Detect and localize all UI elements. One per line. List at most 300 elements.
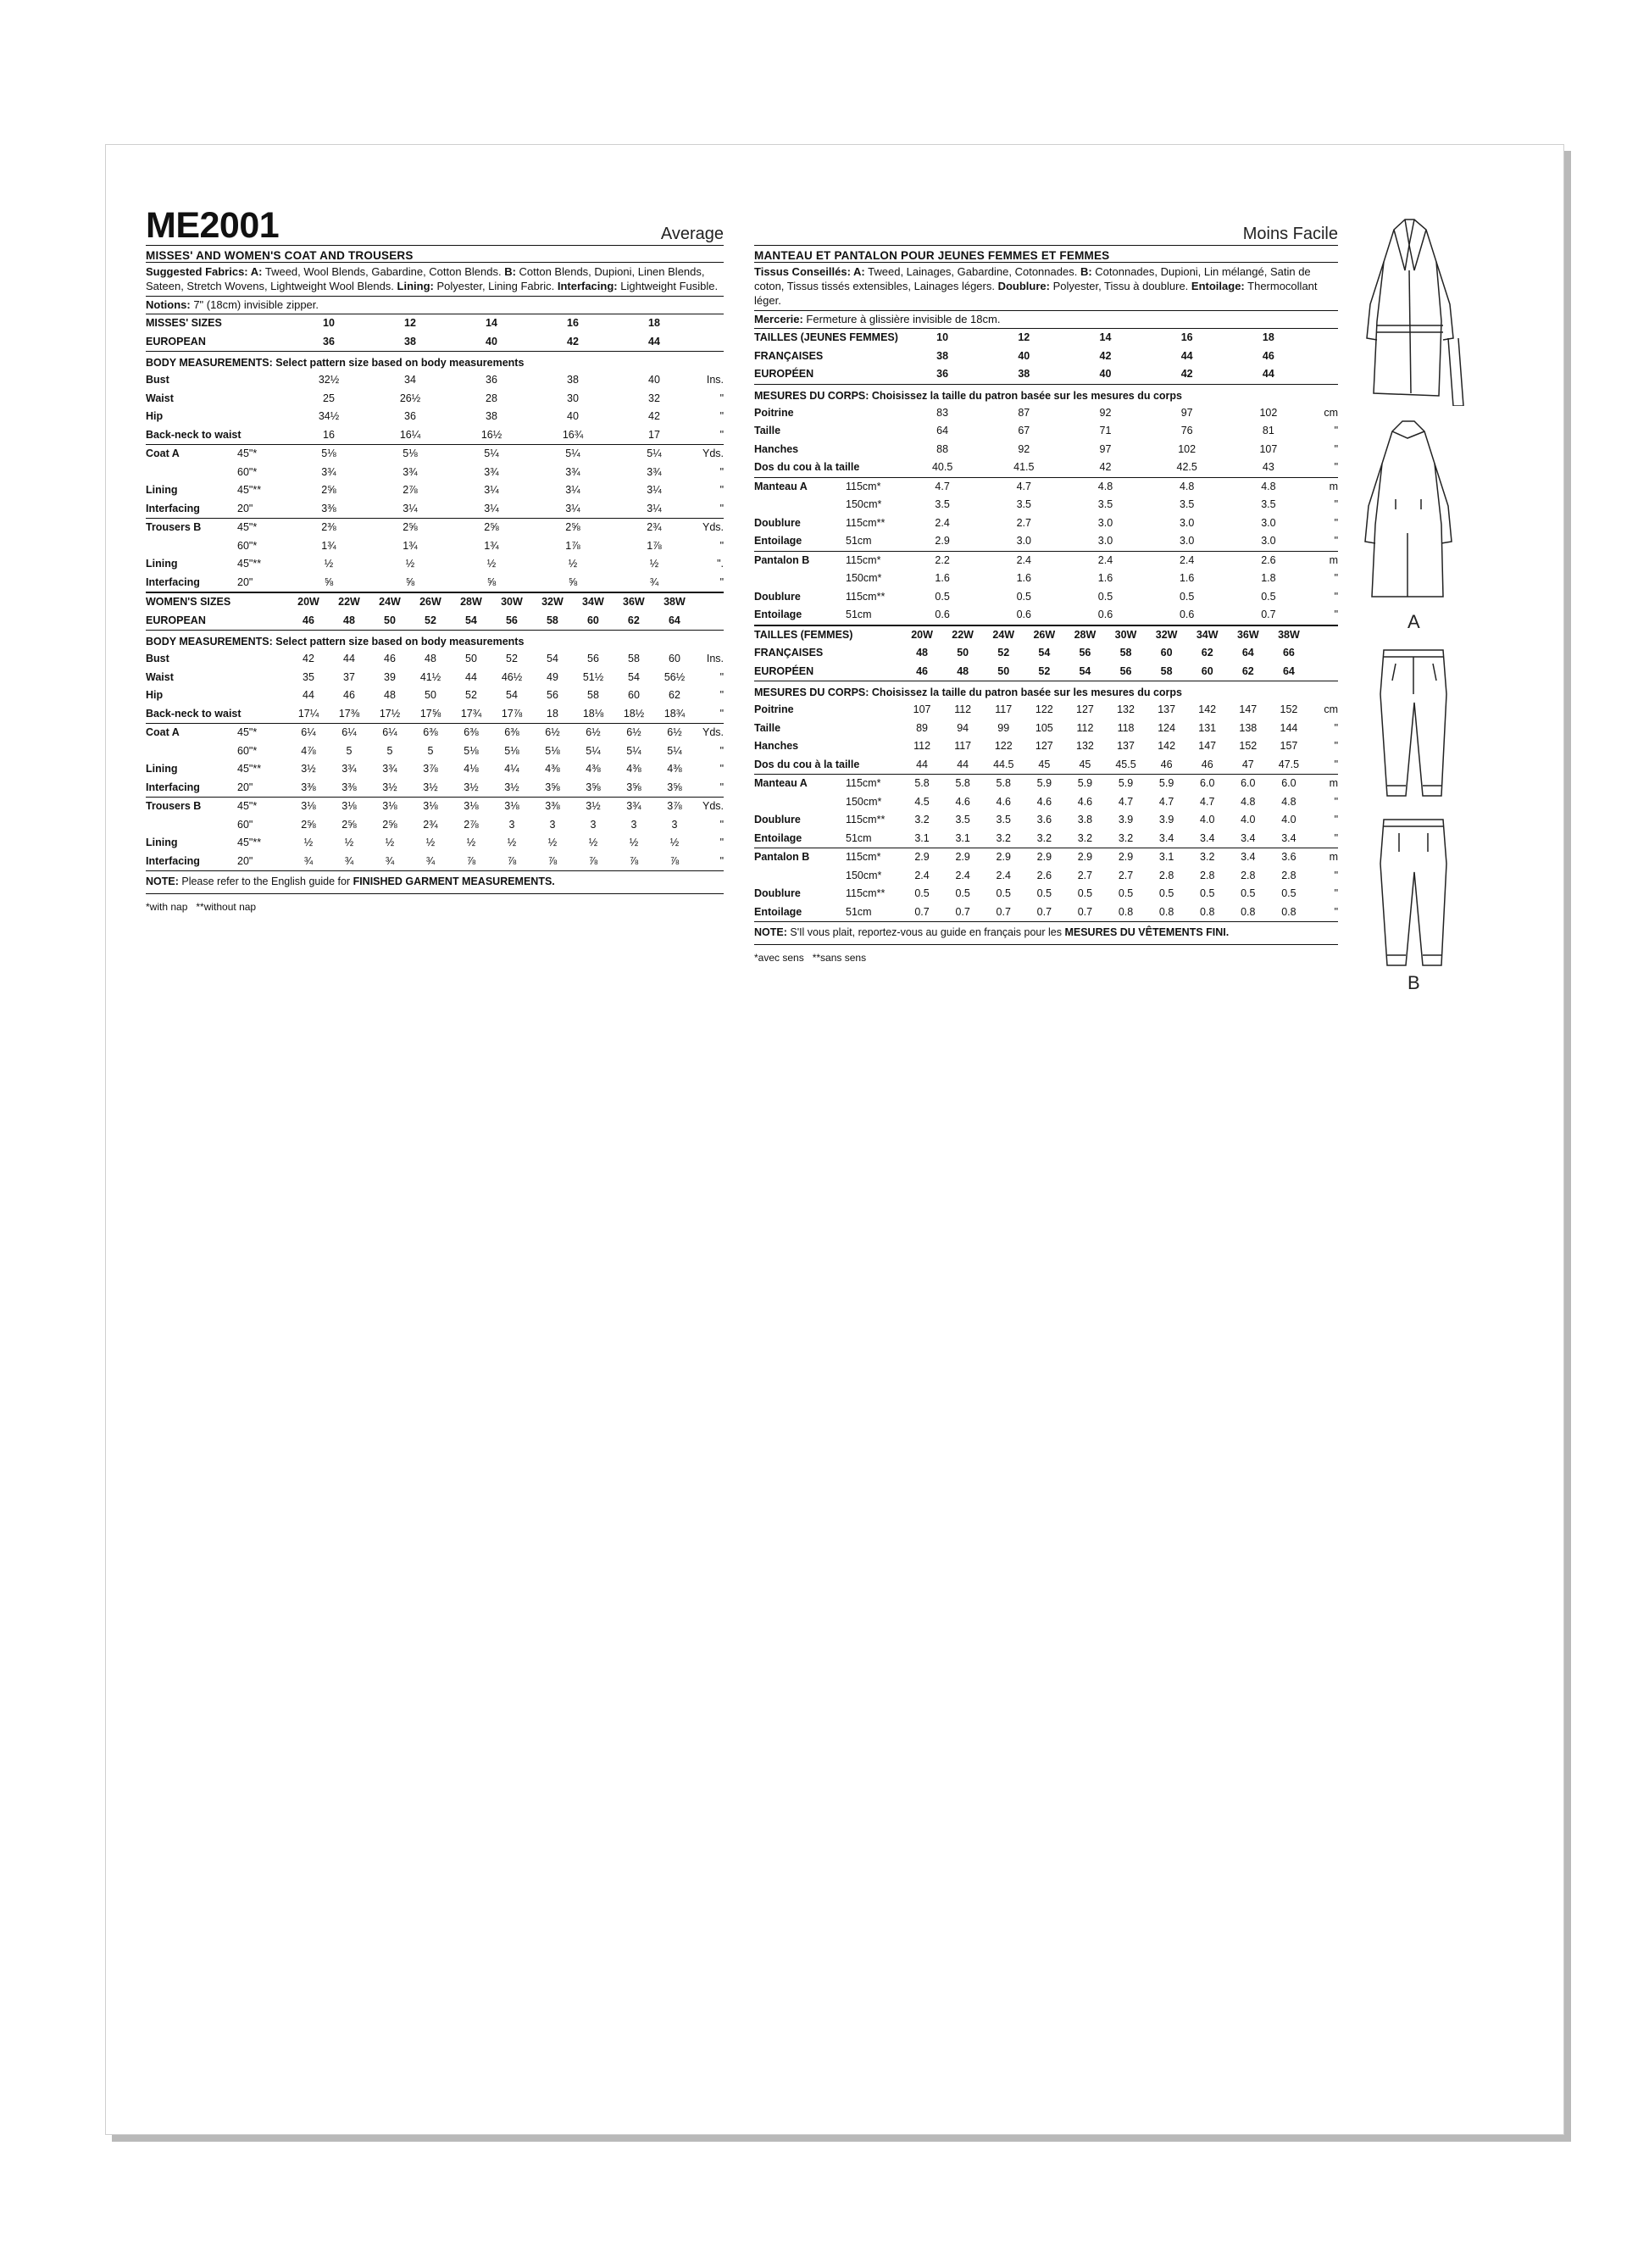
size-cell: 34W (582, 596, 604, 608)
unit-cell (1309, 626, 1338, 645)
size-cell: 60 (586, 614, 599, 626)
yardage-value: 0.8 (1200, 905, 1215, 918)
unit-label: " (719, 689, 724, 701)
measurement-value: 18⅛ (582, 707, 604, 720)
yardage-value: 3⅞ (423, 763, 438, 775)
measurement-value: 76 (1180, 425, 1193, 436)
notions-fr (754, 311, 1338, 329)
yardage-value: 3¾ (614, 798, 654, 816)
measurement-row (754, 756, 1338, 775)
yardage-value: 6¼ (288, 724, 329, 742)
measurement-value: 46½ (501, 670, 523, 683)
unit-label: " (1334, 590, 1338, 603)
yardage-value: 6½ (654, 724, 695, 742)
garment-label: Doublure (754, 590, 801, 603)
size-header (146, 593, 724, 631)
measurement-row (146, 705, 724, 724)
measurement-value: 64 (936, 425, 949, 436)
measurement-value: 52 (506, 653, 518, 664)
yardage-value: 2.9 (983, 848, 1024, 867)
yardage-value: 3¾ (321, 465, 336, 478)
unit-label: " (1334, 869, 1338, 881)
measurement-value: 56 (547, 689, 558, 701)
yardage-value: 3⅜ (301, 781, 316, 793)
yardage-value: 4.8 (1064, 477, 1146, 496)
unit-label: " (719, 428, 724, 441)
yardage-value: ½ (669, 837, 680, 848)
unit-label: " (719, 410, 724, 422)
yardage-value: 3.1 (914, 831, 930, 844)
fabric-width: 20" (237, 502, 253, 514)
yardage-value: 5.8 (902, 775, 942, 793)
size-cell: 60 (1160, 647, 1173, 659)
size-cell: 64 (1282, 664, 1295, 677)
measurement-value: 107 (1259, 442, 1278, 455)
garment-label: Entoilage (754, 905, 802, 918)
unit-cell (695, 333, 724, 352)
european-size-row-label: EUROPEAN (146, 335, 206, 347)
yardage-row (146, 798, 724, 816)
measurement-label: Poitrine (754, 406, 794, 419)
garment-label (146, 537, 237, 556)
size-cell: 10 (936, 331, 949, 343)
measurement-value: 99 (997, 721, 1010, 734)
yardage-value: 0.8 (1281, 905, 1296, 918)
yardage-value: 3⅝ (626, 781, 641, 793)
pattern-number: ME2001 (146, 205, 280, 246)
measurement-row (754, 441, 1338, 459)
english-header (146, 203, 724, 246)
yardage-value: 3½ (504, 781, 519, 793)
unit-label: cm (1324, 703, 1338, 715)
size-cell: 12 (404, 317, 416, 329)
fabric-heading: Lining: (397, 280, 434, 292)
measurement-label: Dos du cou à la taille (754, 758, 860, 770)
yardage-value: 4.0 (1281, 814, 1296, 825)
size-cell: 64 (668, 614, 680, 626)
measurement-value: 50 (425, 689, 436, 701)
yardage-value: ½ (324, 558, 334, 570)
unit-label: " (719, 670, 724, 683)
yardage-value: 3.0 (1097, 516, 1113, 529)
yardage-value: 3⅛ (329, 798, 369, 816)
yardage-value: 0.7 (1261, 609, 1276, 620)
unit-label: " (719, 707, 724, 720)
yardage-value: 5.9 (1105, 775, 1146, 793)
body-measurements-heading: BODY MEASUREMENTS: Select pattern size based on body measurements (146, 357, 525, 369)
yardage-value: 5.9 (1024, 775, 1064, 793)
measurement-value: 56 (587, 653, 599, 664)
measurement-label: Hip (146, 689, 164, 701)
yardage-value: 2⅝ (321, 484, 336, 496)
measurement-value: 137 (1117, 740, 1135, 752)
yardage-value: 3⅞ (654, 798, 695, 816)
yardage-value: ½ (588, 837, 598, 848)
yardage-value: 1¾ (321, 539, 336, 552)
yardage-row (754, 514, 1338, 533)
measurement-value: 132 (1117, 703, 1135, 715)
measurement-value: 87 (1018, 406, 1030, 419)
yardage-value: 0.5 (935, 590, 950, 603)
measurement-value: 36 (486, 374, 497, 386)
measurement-value: 83 (936, 406, 949, 419)
yardage-value: 0.5 (1118, 887, 1134, 899)
measurement-value: 51½ (582, 670, 604, 683)
yardage-value: 3½ (423, 781, 438, 793)
measurement-value: 46 (1160, 758, 1173, 770)
size-cell: 38W (663, 596, 686, 608)
measurement-value: 45 (1038, 758, 1051, 770)
yardage-value: 3.4 (1158, 831, 1174, 844)
measurement-value: 56½ (663, 670, 686, 683)
measurement-value: 112 (913, 740, 931, 752)
yardage-value: 6½ (573, 724, 614, 742)
yardage-value: ¾ (344, 854, 354, 867)
unit-label: " (719, 502, 724, 514)
measurement-value: 107 (913, 703, 931, 715)
yardage-value: 3.4 (1200, 831, 1215, 844)
yardage-value: 2.4 (955, 869, 970, 881)
measurement-value: 28 (486, 392, 497, 404)
yardage-value: 2.8 (1158, 869, 1174, 881)
measurement-value: 46 (343, 689, 355, 701)
measurement-value: 142 (1198, 703, 1217, 715)
unit-label: " (1334, 609, 1338, 620)
yardage-value: 3¼ (484, 484, 499, 496)
unit-label: " (1334, 795, 1338, 808)
unit-label: " (719, 465, 724, 478)
size-cell: 40 (1018, 349, 1030, 362)
size-cell: 38 (1018, 368, 1030, 380)
fabric-width: 45"* (237, 519, 288, 537)
measurement-value: 144 (1280, 721, 1298, 734)
yardage-value: 3.4 (1228, 848, 1269, 867)
yardage-value: 3.9 (1118, 814, 1134, 825)
yardage-value: 6⅜ (451, 724, 491, 742)
yardage-row (146, 742, 724, 761)
yardage-value: ¾ (649, 575, 659, 588)
yardage-row (146, 760, 724, 779)
measurement-label: Bust (146, 374, 169, 386)
yardage-value: 2.8 (1200, 869, 1215, 881)
fabric-width: 115cm* (846, 848, 902, 867)
size-cell: 14 (486, 317, 497, 329)
yardage-value: 3.0 (1261, 516, 1276, 529)
yardage-value: 2.9 (1064, 848, 1105, 867)
size-cell: 48 (916, 647, 928, 659)
garment-label: Interfacing (146, 502, 200, 514)
size-cell: 44 (1180, 349, 1193, 362)
size-cell: 16 (1180, 331, 1193, 343)
yardage-value: 3 (549, 818, 556, 831)
yardage-value: 1⅞ (565, 539, 580, 552)
yardage-value: 0.8 (1158, 905, 1174, 918)
unit-label: Yds. (695, 798, 724, 816)
yardage-value: 3.1 (955, 831, 970, 844)
size-cell: 44 (1262, 368, 1274, 380)
yardage-row (146, 834, 724, 853)
unit-label: " (1334, 887, 1338, 899)
size-cell: 36W (623, 596, 645, 608)
unit-label: " (1334, 425, 1338, 436)
yardage-value: 2¾ (423, 818, 438, 831)
fabric-width: 150cm* (846, 795, 882, 808)
yardage-value: 3.5 (1179, 498, 1195, 510)
measurement-value: 40 (648, 374, 660, 386)
measurement-value: 16 (323, 428, 335, 441)
yardage-value: 2⅞ (464, 818, 479, 831)
yardage-value: ½ (385, 837, 395, 848)
measurement-value: 40 (567, 410, 579, 422)
measurement-label: Hip (146, 410, 164, 422)
yardage-row (146, 779, 724, 798)
measurement-value: 26½ (399, 392, 421, 404)
yardage-value: 2.7 (1016, 516, 1031, 529)
fabric-text: Thermocollant léger. (754, 280, 1318, 307)
yardage-value: 2.9 (935, 535, 950, 547)
unit-cell (1309, 663, 1338, 681)
yardage-row (754, 848, 1338, 867)
yardage-value: 0.5 (1241, 887, 1256, 899)
european-size-row-label: EUROPEAN (146, 614, 206, 626)
yardage-value: 4.0 (1241, 814, 1256, 825)
measurement-value: 92 (1099, 406, 1112, 419)
trousers-b-back-drawing (1374, 813, 1475, 974)
yardage-value: ½ (405, 558, 415, 570)
size-cell: 24W (379, 596, 401, 608)
size-table (754, 701, 1338, 921)
size-table (754, 329, 1338, 384)
yardage-value: 4.7 (1200, 795, 1215, 808)
notions-text-fr: Fermeture à glissière invisible de 18cm. (802, 313, 1001, 325)
garment-label: Doublure (754, 887, 801, 899)
yardage-value: 5.9 (1064, 775, 1105, 793)
difficulty-level: Average (660, 225, 724, 243)
unit-label: " (719, 818, 724, 831)
yardage-value: 3 (671, 818, 678, 831)
unit-label: " (1334, 814, 1338, 825)
yardage-row (146, 519, 724, 537)
view-b-label: B (1407, 972, 1420, 993)
measurement-value: 47 (1241, 758, 1254, 770)
nap-footnote-fr: *avec sens **sans sens (754, 952, 867, 964)
coat-a-front-drawing (1358, 211, 1485, 406)
yardage-value: 0.5 (1179, 590, 1195, 603)
trousers-b-front-drawing (1374, 643, 1475, 804)
yardage-value: 4¼ (504, 763, 519, 775)
yardage-value: 6.0 (1187, 775, 1228, 793)
yardage-value: 3½ (464, 781, 479, 793)
size-cell: 62 (627, 614, 640, 626)
measurement-value: 67 (1018, 425, 1030, 436)
yardage-value: 1.8 (1261, 572, 1276, 584)
garment-label (146, 742, 237, 761)
yardage-value: 3½ (573, 798, 614, 816)
fabric-heading: Tissus Conseillés: A: (754, 265, 865, 278)
measurement-value: 44 (957, 758, 969, 770)
yardage-value: 3 (508, 818, 515, 831)
garment-label (146, 816, 237, 835)
size-cell: 18 (1262, 331, 1274, 343)
body-measurements-heading: BODY MEASUREMENTS: Select pattern size based on body measurements (146, 636, 525, 648)
note-bold-text-fr: MESURES DU VÊTEMENTS FINI. (1064, 926, 1230, 938)
unit-label: " (1334, 905, 1338, 918)
fabric-text: Tweed, Wool Blends, Gabardine, Cotton Blends. (262, 265, 505, 278)
measurement-value: 30 (567, 392, 579, 404)
yardage-value: 2.7 (1077, 869, 1093, 881)
fabric-width: 115cm* (846, 477, 902, 496)
unit-label: " (1334, 572, 1338, 584)
fabric-width: 45"* (237, 724, 288, 742)
yardage-value: 1⅞ (647, 539, 662, 552)
measurement-value: 52 (465, 689, 477, 701)
womens-size-chart-fr (754, 626, 1338, 923)
yardage-value: 4.6 (955, 795, 970, 808)
unit-label: " (1334, 535, 1338, 547)
yardage-value: 3.5 (1097, 498, 1113, 510)
size-cell: 30W (501, 596, 523, 608)
fabric-width: 115cm* (846, 551, 902, 570)
yardage-row (146, 555, 724, 574)
fabric-width: 45"* (237, 798, 288, 816)
size-cell: 54 (1079, 664, 1091, 677)
fabric-width: 115cm** (846, 516, 886, 529)
measurement-row (754, 422, 1338, 441)
garment-label (754, 793, 846, 812)
pattern-title: MISSES' AND WOMEN'S COAT AND TROUSERS (146, 249, 724, 263)
yardage-value: 3¼ (647, 484, 662, 496)
yardage-value: 6.0 (1228, 775, 1269, 793)
size-cell: 52 (1038, 664, 1051, 677)
measurement-value: 42 (303, 653, 314, 664)
measurement-value: 34½ (318, 410, 340, 422)
notions-text: 7" (18cm) invisible zipper. (190, 298, 319, 311)
unit-label: cm (1324, 406, 1338, 419)
yardage-value: 6½ (532, 724, 573, 742)
fabric-text: Lightweight Fusible. (617, 280, 719, 292)
size-cell: 58 (546, 614, 558, 626)
measurement-value: 42.5 (1176, 461, 1197, 473)
yardage-value: 3.6 (1269, 848, 1309, 867)
measurement-value: 102 (1259, 406, 1278, 419)
fabric-text: Polyester, Tissu à doublure. (1049, 280, 1191, 292)
size-cell: 60 (1201, 664, 1213, 677)
size-cell: 40 (486, 335, 497, 347)
unit-label: " (1334, 442, 1338, 455)
size-cell: 12 (1018, 331, 1030, 343)
unit-cell (1309, 347, 1338, 366)
yardage-value: 4⅞ (301, 744, 316, 757)
yardage-value: 0.6 (1016, 609, 1031, 620)
measurement-value: 41.5 (1013, 461, 1035, 473)
measurement-value: 48 (425, 653, 436, 664)
measurement-value: 17⅜ (338, 707, 360, 720)
yardage-value: 6⅜ (491, 724, 532, 742)
yardage-value: ⅝ (324, 575, 334, 588)
yardage-value: 0.8 (1241, 905, 1256, 918)
measurement-value: 147 (1239, 703, 1258, 715)
yardage-value: 3.5 (955, 814, 970, 825)
measurement-value: 18½ (623, 707, 645, 720)
european2-size-row (754, 663, 1338, 681)
fabric-text: Tweed, Lainages, Gabardine, Cotonnades. (864, 265, 1080, 278)
measurement-row (754, 459, 1338, 477)
measurement-row (754, 701, 1338, 720)
fabric-width: 51cm (846, 905, 872, 918)
note-label: NOTE: (146, 876, 179, 887)
measurement-value: 92 (1018, 442, 1030, 455)
yardage-value: 0.7 (1036, 905, 1052, 918)
fabric-width: 60" (237, 818, 253, 831)
garment-label: Doublure (754, 814, 801, 825)
yardage-value: 0.5 (1036, 887, 1052, 899)
yardage-row (754, 793, 1338, 812)
yardage-value: 2.4 (1064, 551, 1146, 570)
size-cell: 64 (1241, 647, 1254, 659)
yardage-row (146, 537, 724, 556)
finished-measurements-note-fr (754, 922, 1338, 945)
yardage-row (754, 551, 1338, 570)
suggested-fabrics (146, 263, 724, 297)
yardage-row (754, 885, 1338, 903)
unit-label: m (1309, 477, 1338, 496)
size-cell: 48 (957, 664, 969, 677)
yardage-value: 2⅞ (403, 484, 418, 496)
yardage-value: 2.6 (1228, 551, 1309, 570)
measurement-value: 122 (994, 740, 1013, 752)
fabric-heading: B: (504, 265, 516, 278)
fabric-width: 45"** (237, 558, 262, 570)
yardage-value: 0.7 (1077, 905, 1093, 918)
measurement-row (146, 390, 724, 409)
unit-label: " (719, 837, 724, 848)
size-table (146, 650, 724, 870)
yardage-value: 5⅛ (464, 744, 479, 757)
misses-size-chart (146, 314, 724, 593)
measurement-label: Waist (146, 392, 174, 404)
yardage-value: 4⅛ (464, 763, 479, 775)
difficulty-level-fr: Moins Facile (1242, 225, 1338, 243)
yardage-value: 3⅛ (491, 798, 532, 816)
garment-label (754, 867, 846, 886)
unit-label: " (719, 575, 724, 588)
yardage-value: 3¾ (403, 465, 418, 478)
fabric-width: 60"* (237, 744, 258, 757)
body-measurements-heading: MESURES DU CORPS: Choisissez la taille du patron basée sur les mesures du corps (754, 687, 1183, 698)
measurement-value: 48 (384, 689, 396, 701)
measurement-value: 25 (323, 392, 335, 404)
notions-label-fr: Mercerie: (754, 313, 803, 325)
measurement-row (754, 720, 1338, 738)
yardage-value: 2.4 (996, 869, 1011, 881)
size-cell: 56 (1079, 647, 1091, 659)
yardage-value: 0.5 (1200, 887, 1215, 899)
measurement-value: 16¼ (399, 428, 421, 441)
size-cell: 62 (1241, 664, 1254, 677)
yardage-row (754, 496, 1338, 514)
yardage-value: 3.0 (1261, 535, 1276, 547)
yardage-value: 3¼ (565, 502, 580, 514)
size-row-label: TAILLES (FEMMES) (754, 628, 853, 641)
size-cell: 38W (1278, 628, 1300, 641)
fabric-width: 20" (237, 781, 253, 793)
fabric-width: 115cm** (846, 814, 886, 825)
garment-label: Pantalon B (754, 848, 846, 867)
yardage-row (754, 830, 1338, 848)
yardage-value: 3⅛ (369, 798, 410, 816)
yardage-value: 5¼ (626, 744, 641, 757)
yardage-value: 3.8 (1077, 814, 1093, 825)
